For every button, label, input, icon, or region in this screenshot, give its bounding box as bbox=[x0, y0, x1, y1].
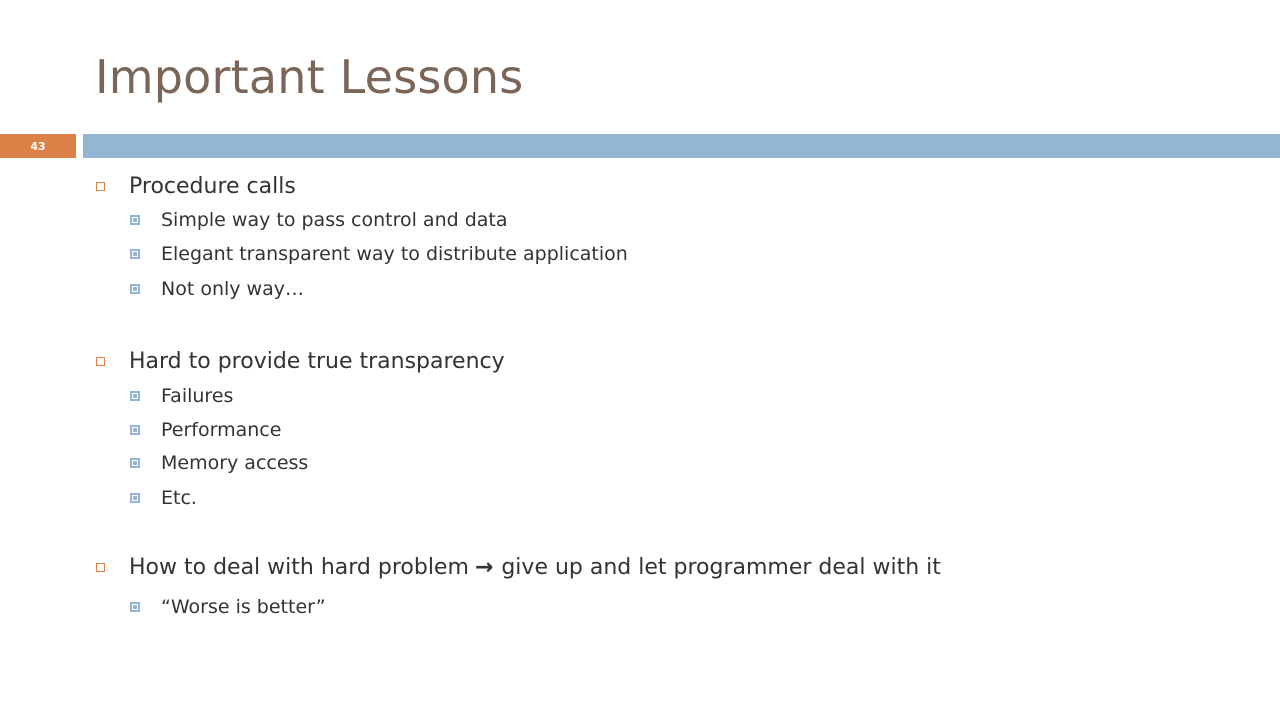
sub-bullet-text: Elegant transparent way to distribute application bbox=[161, 243, 628, 265]
sub-bullet-text: Memory access bbox=[161, 452, 309, 474]
bullet-text-part1: How to deal with hard problem bbox=[129, 554, 469, 580]
bullet-hard-problem bbox=[96, 552, 941, 582]
square-bullet-icon bbox=[96, 182, 105, 191]
sub-bullet-text: Simple way to pass control and data bbox=[161, 209, 508, 231]
filled-square-bullet-icon bbox=[130, 602, 140, 612]
bullet-transparency bbox=[96, 346, 505, 376]
bullet-text-part2: give up and let programmer deal with it bbox=[501, 554, 941, 580]
bullet-procedure-calls bbox=[96, 171, 296, 201]
filled-square-bullet-icon bbox=[130, 391, 140, 401]
filled-square-bullet-icon bbox=[130, 425, 140, 435]
filled-square-bullet-icon bbox=[130, 249, 140, 259]
filled-square-bullet-icon bbox=[130, 458, 140, 468]
filled-square-bullet-icon bbox=[130, 493, 140, 503]
bullet-text: Hard to provide true transparency bbox=[129, 348, 505, 374]
filled-square-bullet-icon bbox=[130, 284, 140, 294]
sub-bullet bbox=[130, 594, 326, 620]
filled-square-bullet-icon bbox=[130, 215, 140, 225]
square-bullet-icon bbox=[96, 563, 105, 572]
sub-bullet bbox=[130, 207, 508, 233]
bullet-text: Procedure calls bbox=[129, 173, 296, 199]
right-arrow-icon: → bbox=[474, 554, 494, 580]
sub-bullet bbox=[130, 241, 628, 267]
sub-bullet bbox=[130, 417, 281, 443]
sub-bullet bbox=[130, 276, 304, 302]
sub-bullet-text: Etc. bbox=[161, 487, 197, 509]
sub-bullet bbox=[130, 450, 308, 476]
sub-bullet bbox=[130, 485, 197, 511]
sub-bullet-text: Not only way… bbox=[161, 278, 304, 300]
sub-bullet bbox=[130, 383, 233, 409]
slide-number-badge: 43 bbox=[0, 134, 76, 158]
square-bullet-icon bbox=[96, 357, 105, 366]
sub-bullet-text: Failures bbox=[161, 385, 234, 407]
sub-bullet-text: Performance bbox=[161, 419, 282, 441]
sub-bullet-text: “Worse is better” bbox=[161, 596, 326, 618]
slide-title: Important Lessons bbox=[95, 50, 524, 104]
